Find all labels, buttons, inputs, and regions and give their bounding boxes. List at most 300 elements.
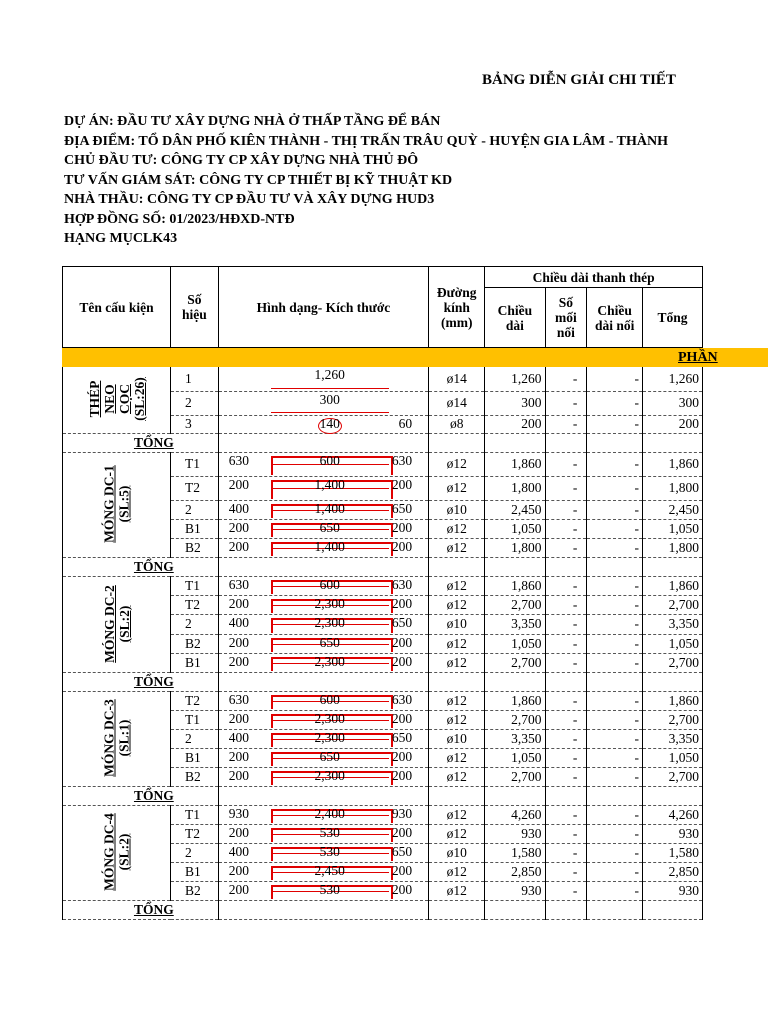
total-cell [485,672,545,691]
diameter: ø12 [429,767,485,786]
dim-left: 200 [228,538,249,554]
joint-count: - [545,367,587,391]
shape-dimension-cell [218,614,428,634]
total-cell [429,433,485,452]
dim-left: 200 [228,748,249,764]
diameter: ø12 [429,576,485,595]
bar-length: 1,860 [485,452,545,476]
total-cell [545,900,587,919]
diameter: ø12 [429,862,485,881]
dim-right: 930 [391,805,413,821]
dim-right: 650 [391,729,413,745]
joint-length: - [587,614,643,634]
bar-length: 1,800 [485,476,545,500]
total-length: 1,860 [643,452,703,476]
total-cell [587,557,643,576]
bar-length: 4,260 [485,805,545,824]
mark-number: T2 [171,476,219,500]
total-length: 1,800 [643,538,703,557]
component-name: MÓNG DC-4 (SL:2) [101,813,132,891]
dim-right: 200 [391,881,413,897]
contractor-line: NHÀ THẦU: CÔNG TY CP ĐẦU TƯ VÀ XÂY DỰNG HUD3 [64,192,435,207]
joint-length: - [587,391,643,415]
total-length: 200 [643,415,703,433]
dim-mid: 140 [319,415,340,431]
investor-line: CHỦ ĐẦU TƯ: CÔNG TY CP XÂY DỰNG NHÀ THỦ ĐÔ [64,153,419,168]
total-label: TỔNG [63,557,219,576]
dim-left: 200 [228,824,249,840]
total-length: 3,350 [643,729,703,748]
dim-right: 200 [391,595,413,611]
dim-right: 200 [391,748,413,764]
mark-number: 1 [171,367,219,391]
bar-shape-line [271,388,389,389]
bar-length: 2,450 [485,500,545,519]
diameter: ø12 [429,634,485,653]
mark-number: 3 [171,415,219,433]
total-cell [429,900,485,919]
mark-number: 2 [171,614,219,634]
shape-dimension-cell [218,710,428,729]
total-cell [643,672,703,691]
shape-dimension-cell [218,653,428,672]
component-name-cell [63,691,171,786]
mark-number: B1 [171,748,219,767]
dim-left: 200 [228,881,249,897]
total-length: 2,700 [643,653,703,672]
joint-count: - [545,634,587,653]
total-cell [485,786,545,805]
bar-length: 300 [485,391,545,415]
dim-left: 400 [228,729,249,745]
component-name-cell [63,452,171,557]
dim-mid: 650 [319,748,340,764]
location-line: ĐỊA ĐIỂM: TỔ DÂN PHỐ KIÊN THÀNH - THỊ TRẤN TRÂU QUỲ - HUYỆN GIA LÂM - THÀNH [64,133,669,149]
total-cell [545,557,587,576]
total-length: 2,700 [643,710,703,729]
header-hinh-dang: Hình dạng- Kích thước [218,267,428,348]
rebar-table-body [63,348,718,920]
dim-mid: 530 [319,843,340,859]
shape-dimension-cell [218,452,428,476]
diameter: ø12 [429,476,485,500]
component-name: THÉP NEO CỌC (SL:26) [86,377,147,421]
shape-dimension-cell [218,595,428,614]
shape-dimension-cell [218,634,428,653]
bar-length: 3,350 [485,729,545,748]
bar-length: 200 [485,415,545,433]
shape-dimension-cell [218,500,428,519]
total-length: 2,700 [643,595,703,614]
project-info [64,112,668,249]
mark-number: T2 [171,595,219,614]
dim-right: 200 [391,634,413,650]
dim-left: 400 [228,614,249,630]
rebar-table-viewport [62,266,718,956]
total-cell [587,433,643,452]
bar-length: 2,700 [485,653,545,672]
mark-number: B2 [171,767,219,786]
dim-mid: 600 [319,452,340,468]
total-row [63,557,703,576]
total-cell [485,900,545,919]
mark-number: T2 [171,824,219,843]
joint-length: - [587,452,643,476]
diameter: ø8 [429,415,485,433]
shape-dimension-cell [218,862,428,881]
total-cell [545,433,587,452]
bar-length: 1,260 [485,367,545,391]
joint-length: - [587,710,643,729]
joint-length: - [587,634,643,653]
joint-count: - [545,881,587,900]
shape-dimension-cell [218,767,428,786]
joint-length: - [587,519,643,538]
component-name: MÓNG DC-3 (SL:1) [101,699,132,777]
shape-dimension-cell [218,519,428,538]
shape-dimension-cell [218,576,428,595]
joint-length: - [587,805,643,824]
dim-right: 630 [391,576,413,592]
total-cell [545,786,587,805]
joint-length: - [587,500,643,519]
shape-dimension-cell [218,415,428,433]
item-line: HẠNG MỤCLK43 [64,231,178,246]
total-cell [218,786,428,805]
joint-length: - [587,748,643,767]
joint-count: - [545,452,587,476]
bar-length: 2,700 [485,595,545,614]
total-cell [218,672,428,691]
document-title: BẢNG DIỄN GIẢI CHI TIẾT [482,72,676,88]
dim-left: 200 [228,710,249,726]
joint-count: - [545,748,587,767]
component-name: MÓNG DC-1 (SL:5) [101,465,132,543]
joint-length: - [587,653,643,672]
diameter: ø14 [429,367,485,391]
dim-mid: 650 [319,519,340,535]
dim-left: 200 [228,767,249,783]
shape-dimension-cell [218,843,428,862]
diameter: ø12 [429,519,485,538]
dim-right: 200 [391,653,413,669]
joint-count: - [545,476,587,500]
total-length: 1,860 [643,691,703,710]
dim-right: 200 [391,538,413,554]
section-band-row [63,348,703,368]
dim-mid: 650 [319,634,340,650]
diameter: ø12 [429,824,485,843]
total-cell [587,672,643,691]
total-cell [587,786,643,805]
diameter: ø12 [429,595,485,614]
shape-dimension-cell [218,824,428,843]
bar-length: 1,050 [485,748,545,767]
total-cell [218,433,428,452]
shape-dimension-cell [218,391,428,415]
dim-mid: 600 [319,576,340,592]
diameter: ø12 [429,805,485,824]
shape-dimension-cell [218,691,428,710]
dim-right: 650 [391,614,413,630]
total-length: 1,580 [643,843,703,862]
diameter: ø12 [429,452,485,476]
total-cell [643,900,703,919]
total-cell [429,557,485,576]
bar-length: 930 [485,881,545,900]
dim-mid: 600 [319,691,340,707]
mark-number: 2 [171,500,219,519]
contract-line: HỢP ĐỒNG SỐ: 01/2023/HĐXD-NTĐ [64,211,295,227]
total-length: 2,850 [643,862,703,881]
mark-number: B2 [171,881,219,900]
table-row [63,452,703,476]
dim-left: 400 [228,500,249,516]
header-chieu-dai: Chiều dài [485,288,545,348]
total-cell [643,786,703,805]
dim-right: 200 [391,824,413,840]
joint-count: - [545,519,587,538]
mark-number: T1 [171,710,219,729]
header-chieu-dai-noi: Chiều dài nối [587,288,643,348]
total-length: 1,050 [643,519,703,538]
dim-left: 200 [228,653,249,669]
total-length: 2,700 [643,767,703,786]
dim-mid: 2,300 [314,767,345,783]
joint-count: - [545,767,587,786]
dim-right: 200 [391,710,413,726]
joint-count: - [545,500,587,519]
component-name-cell [63,805,171,900]
shape-dimension-cell [218,476,428,500]
total-length: 1,800 [643,476,703,500]
total-cell [218,557,428,576]
header-duong-kinh: Đường kính (mm) [429,267,485,348]
header-so-moi-noi: Số mối nối [545,288,587,348]
header-chieu-dai-group: Chiều dài thanh thép [485,267,703,288]
diameter: ø12 [429,710,485,729]
joint-length: - [587,367,643,391]
dim-mid: 2,300 [314,595,345,611]
mark-number: B2 [171,538,219,557]
joint-count: - [545,614,587,634]
joint-length: - [587,767,643,786]
table-row [63,691,703,710]
total-row [63,433,703,452]
mark-number: T1 [171,805,219,824]
joint-length: - [587,538,643,557]
dim-left: 200 [228,595,249,611]
total-cell [643,557,703,576]
joint-length: - [587,824,643,843]
joint-length: - [587,576,643,595]
dim-right: 200 [391,767,413,783]
joint-count: - [545,729,587,748]
diameter: ø10 [429,614,485,634]
joint-length: - [587,595,643,614]
component-name: MÓNG DC-2 (SL:2) [101,584,132,663]
table-row [63,367,703,391]
bar-length: 2,850 [485,862,545,881]
joint-count: - [545,691,587,710]
joint-count: - [545,391,587,415]
dim-mid: 2,450 [314,862,345,878]
dim-left: 200 [228,476,249,492]
shape-dimension-cell [218,805,428,824]
dim-left: 400 [228,843,249,859]
dim-left: 630 [228,452,249,468]
joint-length: - [587,881,643,900]
bar-shape-line [271,412,389,413]
dim-mid: 2,300 [314,653,345,669]
bar-length: 2,700 [485,767,545,786]
total-length: 1,860 [643,576,703,595]
table-row [63,805,703,824]
dim-right: 200 [391,476,413,492]
dim-right: 60 [398,415,413,431]
joint-count: - [545,576,587,595]
joint-count: - [545,843,587,862]
total-cell [485,557,545,576]
total-length: 1,050 [643,634,703,653]
joint-length: - [587,476,643,500]
total-length: 1,050 [643,748,703,767]
shape-dimension-cell [218,538,428,557]
dim-right: 650 [391,500,413,516]
total-cell [429,672,485,691]
total-cell [643,433,703,452]
diameter: ø12 [429,691,485,710]
dim-left: 930 [228,805,249,821]
mark-number: 2 [171,729,219,748]
dim-left: 630 [228,691,249,707]
shape-dimension-cell [218,748,428,767]
header-ten-cau-kien: Tên cấu kiện [63,267,171,348]
total-length: 930 [643,824,703,843]
total-length: 4,260 [643,805,703,824]
joint-count: - [545,805,587,824]
dim-mid: 1,400 [314,538,345,554]
joint-length: - [587,843,643,862]
joint-count: - [545,415,587,433]
dim-right: 650 [391,843,413,859]
total-cell [485,433,545,452]
total-length: 930 [643,881,703,900]
shape-dimension-cell [218,729,428,748]
bar-length: 930 [485,824,545,843]
header-so-hieu: Số hiệu [171,267,219,348]
bar-length: 1,860 [485,691,545,710]
component-name-cell [63,576,171,672]
joint-count: - [545,824,587,843]
mark-number: B1 [171,653,219,672]
diameter: ø12 [429,538,485,557]
dim-mid: 2,400 [314,805,345,821]
joint-length: - [587,862,643,881]
header-tong: Tổng [643,288,703,348]
dim-mid: 2,300 [314,710,345,726]
total-length: 3,350 [643,614,703,634]
mark-number: B1 [171,519,219,538]
total-row [63,672,703,691]
dim-left: 630 [228,576,249,592]
total-label: TỔNG [63,433,219,452]
bar-length: 1,050 [485,519,545,538]
joint-length: - [587,415,643,433]
dim-mid: 2,300 [314,614,345,630]
mark-number: 2 [171,843,219,862]
joint-count: - [545,710,587,729]
joint-length: - [587,729,643,748]
bar-length: 1,800 [485,538,545,557]
dim-mid: 1,400 [314,500,345,516]
dim-mid: 300 [319,391,340,407]
total-cell [429,786,485,805]
dim-left: 200 [228,634,249,650]
total-label: TỔNG [63,900,219,919]
dim-mid: 530 [319,824,340,840]
mark-number: B1 [171,862,219,881]
mark-number: T1 [171,452,219,476]
project-line: DỰ ÁN: ĐẦU TƯ XÂY DỰNG NHÀ Ở THẤP TẦNG ĐỂ BÁN [64,114,441,129]
dim-mid: 1,400 [314,476,345,492]
total-row [63,786,703,805]
dim-right: 200 [391,519,413,535]
total-length: 300 [643,391,703,415]
total-cell [545,672,587,691]
dim-left: 200 [228,862,249,878]
shape-dimension-cell [218,881,428,900]
shape-dimension-cell [218,367,428,391]
mark-number: B2 [171,634,219,653]
bar-length: 3,350 [485,614,545,634]
joint-count: - [545,862,587,881]
diameter: ø10 [429,843,485,862]
total-length: 1,260 [643,367,703,391]
rebar-table [62,266,718,920]
total-row [63,900,703,919]
diameter: ø10 [429,729,485,748]
dim-right: 200 [391,862,413,878]
dim-right: 630 [391,691,413,707]
supervisor-line: TƯ VẤN GIÁM SÁT: CÔNG TY CP THIẾT BỊ KỸ THUẬT KD [64,172,453,188]
dim-mid: 530 [319,881,340,897]
mark-number: T1 [171,576,219,595]
bar-length: 1,580 [485,843,545,862]
diameter: ø12 [429,881,485,900]
joint-count: - [545,653,587,672]
diameter: ø12 [429,748,485,767]
bar-length: 2,700 [485,710,545,729]
total-cell [587,900,643,919]
dim-right: 630 [391,452,413,468]
bar-length: 1,860 [485,576,545,595]
diameter: ø14 [429,391,485,415]
joint-count: - [545,538,587,557]
component-name-cell [63,367,171,433]
total-length: 2,450 [643,500,703,519]
bar-length: 1,050 [485,634,545,653]
table-row [63,576,703,595]
total-label: TỔNG [63,672,219,691]
dim-mid: 1,260 [314,367,345,382]
section-label: PHẦN [678,350,718,365]
total-cell [218,900,428,919]
diameter: ø10 [429,500,485,519]
joint-count: - [545,595,587,614]
dim-mid: 2,300 [314,729,345,745]
total-label: TỔNG [63,786,219,805]
